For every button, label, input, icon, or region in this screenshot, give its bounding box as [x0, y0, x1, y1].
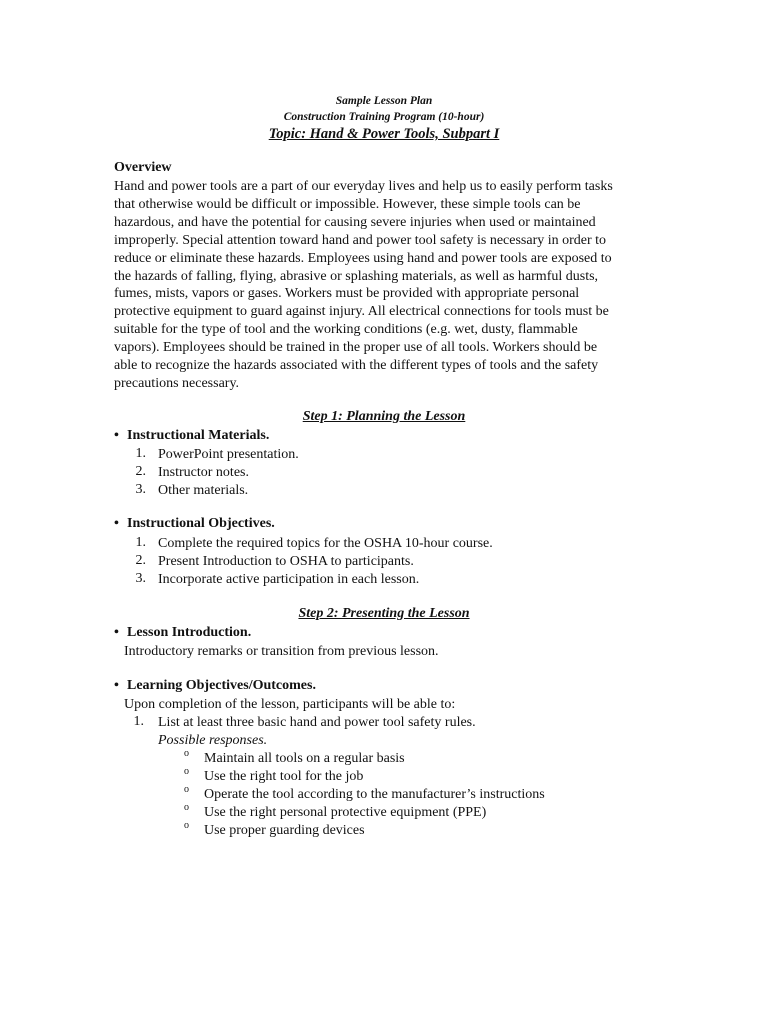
sub-bullet-marker: o — [184, 766, 189, 777]
overview-heading: Overview — [114, 160, 172, 175]
response-item: Operate the tool according to the manufacturer’s instructions — [204, 787, 545, 802]
list-number: 2. — [135, 464, 146, 479]
materials-item: PowerPoint presentation. — [158, 447, 299, 462]
objectives-item: Complete the required topics for the OSHA 10-hour course. — [158, 536, 493, 551]
objectives-item: Incorporate active participation in each lesson. — [158, 572, 420, 587]
sub-bullet-marker: o — [184, 748, 189, 759]
list-number: 3. — [135, 482, 146, 497]
overview-line: precautions necessary. — [114, 375, 240, 391]
overview-line: vapors). Employees should be trained in the proper use of all tools. Workers should be — [114, 340, 598, 356]
sub-bullet-marker: o — [184, 802, 189, 813]
materials-item: Other materials. — [158, 483, 249, 498]
overview-line: suitable for the type of tool and the working conditions (e.g. wet, dusty, flammable — [114, 322, 578, 338]
overview-line: hazardous, and have the potential for causing severe injuries when used or maintained — [114, 214, 596, 230]
list-number: 1. — [135, 535, 146, 550]
bullet-marker: • — [114, 678, 119, 693]
sub-bullet-marker: o — [184, 820, 189, 831]
outcomes-item: List at least three basic hand and power tool safety rules. — [158, 715, 476, 730]
bullet-marker: • — [114, 428, 119, 443]
overview-paragraph — [114, 178, 674, 393]
intro-heading: Lesson Introduction. — [127, 625, 252, 640]
objectives-item: Present Introduction to OSHA to participants. — [158, 554, 414, 569]
response-item: Use the right personal protective equipment (PPE) — [204, 805, 487, 820]
overview-line: improperly. Special attention toward hand and power tool safety is necessary in order to — [114, 232, 607, 248]
overview-line: the hazards of falling, flying, abrasive or splashing materials, as well as harmful dusts, — [114, 268, 599, 284]
overview-line: protective equipment to guard against injury. All electrical connections for tools must be — [114, 304, 609, 320]
list-number: 1. — [133, 714, 144, 729]
program-title: Construction Training Program (10-hour) — [283, 111, 485, 123]
outcomes-text: Upon completion of the lesson, participants will be able to: — [124, 697, 456, 712]
objectives-heading: Instructional Objectives. — [127, 516, 275, 531]
bullet-marker: • — [114, 625, 119, 640]
response-item: Use the right tool for the job — [204, 769, 364, 784]
outcomes-heading: Learning Objectives/Outcomes. — [127, 678, 316, 693]
list-number: 2. — [135, 553, 146, 568]
overview-line: fumes, mists, vapors or gases. Workers must be provided with appropriate personal — [114, 286, 580, 302]
overview-line: able to recognize the hazards associated with the different types of tools and the safety — [114, 358, 599, 374]
overview-line: reduce or eliminate these hazards. Employees using hand and power tools are exposed to — [114, 250, 612, 266]
step1-title: Step 1: Planning the Lesson — [302, 409, 466, 424]
response-item: Maintain all tools on a regular basis — [204, 751, 405, 766]
possible-responses-label: Possible responses. — [158, 733, 268, 748]
intro-text: Introductory remarks or transition from previous lesson. — [124, 644, 439, 659]
materials-heading: Instructional Materials. — [127, 428, 270, 443]
sub-bullet-marker: o — [184, 784, 189, 795]
overview-line: that otherwise would be difficult or impossible. However, these simple tools can be — [114, 196, 581, 212]
topic-title: Topic: Hand & Power Tools, Subpart I — [268, 126, 500, 142]
bullet-marker: • — [114, 516, 119, 531]
doc-subtitle: Sample Lesson Plan — [335, 95, 433, 107]
response-item: Use proper guarding devices — [204, 823, 365, 838]
materials-item: Instructor notes. — [158, 465, 249, 480]
step2-title: Step 2: Presenting the Lesson — [298, 606, 470, 621]
list-number: 1. — [135, 446, 146, 461]
list-number: 3. — [135, 571, 146, 586]
overview-line: Hand and power tools are a part of our everyday lives and help us to easily perform tasks — [114, 179, 613, 194]
